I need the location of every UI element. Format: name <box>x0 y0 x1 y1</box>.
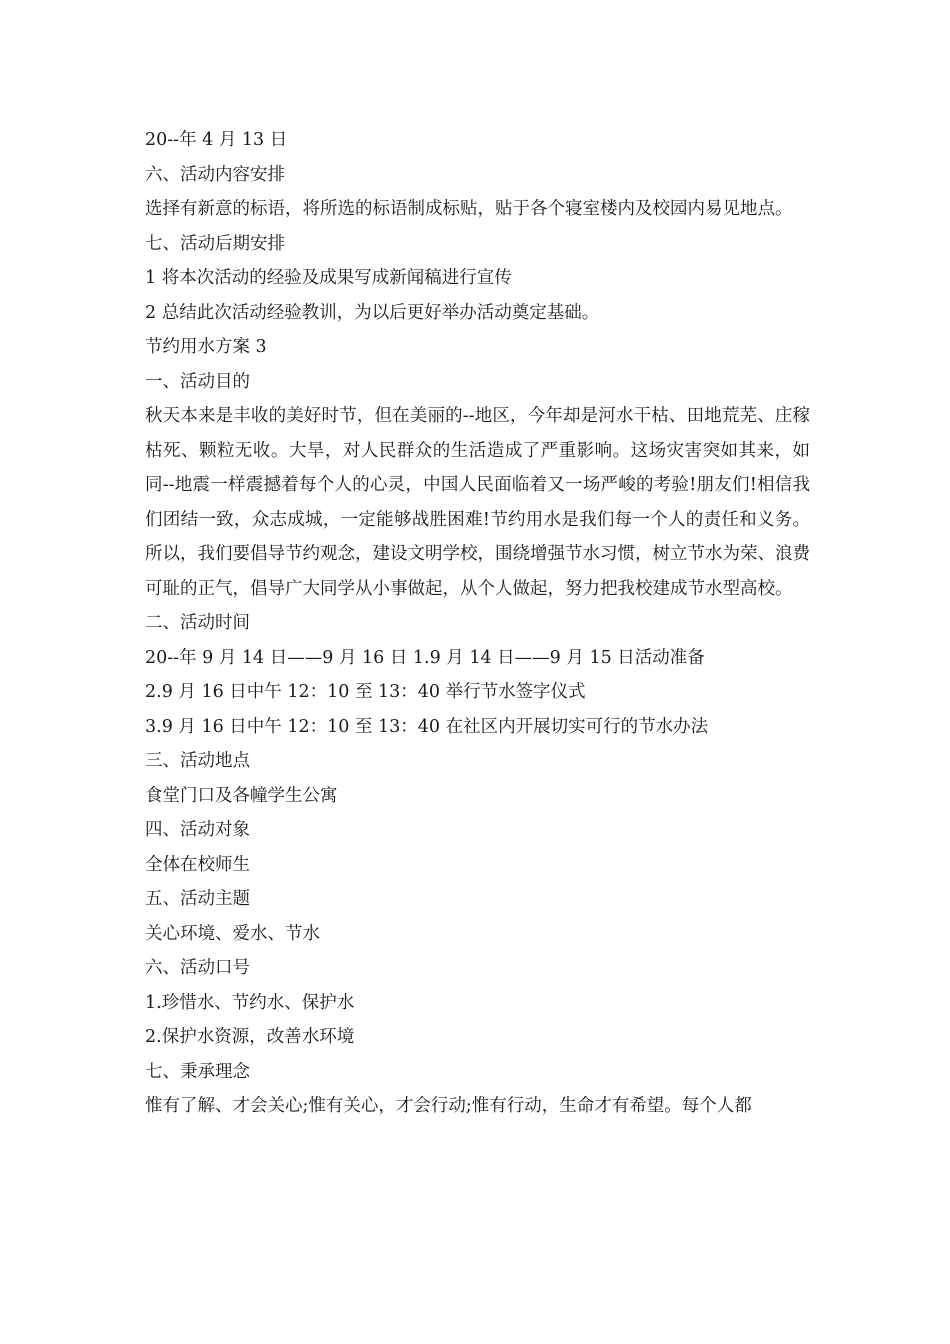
section-heading: 二、活动时间 <box>145 613 250 633</box>
section-heading: 六、活动内容安排 <box>145 164 285 185</box>
list-item: 20--年 9 月 14 日——9 月 16 日 1.9 月 14 日——9 月 15 日活动准备 <box>145 647 705 668</box>
document-body <box>145 123 810 1124</box>
section-heading: 四、活动对象 <box>145 820 250 840</box>
paragraph: 惟有了解、才会关心;惟有关心，才会行动;惟有行动，生命才有希望。每个人都 <box>145 1096 752 1116</box>
section-heading: 一、活动目的 <box>145 371 250 392</box>
document-title: 节约用水方案 3 <box>145 337 267 357</box>
section-heading: 七、秉承理念 <box>145 1061 250 1082</box>
list-item: 1 将本次活动的经验及成果写成新闻稿进行宣传 <box>145 268 512 288</box>
paragraph: 食堂门口及各幢学生公寓 <box>145 785 338 806</box>
list-item: 3.9 月 16 日中午 12：10 至 13：40 在社区内开展切实可行的节水办法 <box>145 716 709 737</box>
paragraph: 选择有新意的标语，将所选的标语制成标贴，贴于各个寝室楼内及校园内易见地点。 <box>145 199 793 219</box>
paragraph: 全体在校师生 <box>145 854 250 875</box>
list-item: 1.珍惜水、节约水、保护水 <box>145 992 355 1013</box>
list-item: 2.保护水资源，改善水环境 <box>145 1027 355 1047</box>
section-heading: 三、活动地点 <box>145 751 250 771</box>
section-heading: 六、活动口号 <box>145 958 250 978</box>
section-heading: 五、活动主题 <box>145 889 250 909</box>
list-item: 2.9 月 16 日中午 12：10 至 13：40 举行节水签字仪式 <box>145 682 586 702</box>
date-line: 20--年 4 月 13 日 <box>145 130 288 150</box>
list-item: 2 总结此次活动经验教训，为以后更好举办活动奠定基础。 <box>145 302 600 323</box>
section-heading: 七、活动后期安排 <box>145 233 285 254</box>
paragraph: 关心环境、爱水、节水 <box>145 923 320 944</box>
paragraph: 秋天本来是丰收的美好时节，但在美丽的--地区，今年却是河水干枯、田地荒芜、庄稼枯死、颗粒无收。大旱，对人民群众的生活造成了严重影响。这场灾害突如其来，如同--地震一样震撼着每个人的心灵，中国人民面临着又一场严峻的考验!朋友们!相信我们团结一致，众志成城，一定能够战胜困难!节约用水是我们每一个人的责任和义务。所以，我们要倡导节约观念，建设文明学校，围绕增强节水习惯，树立节水为荣、浪费可耻的正气，倡导广大同学从小事做起，从个人做起，努力把我校建成节水型高校。 <box>145 406 810 599</box>
